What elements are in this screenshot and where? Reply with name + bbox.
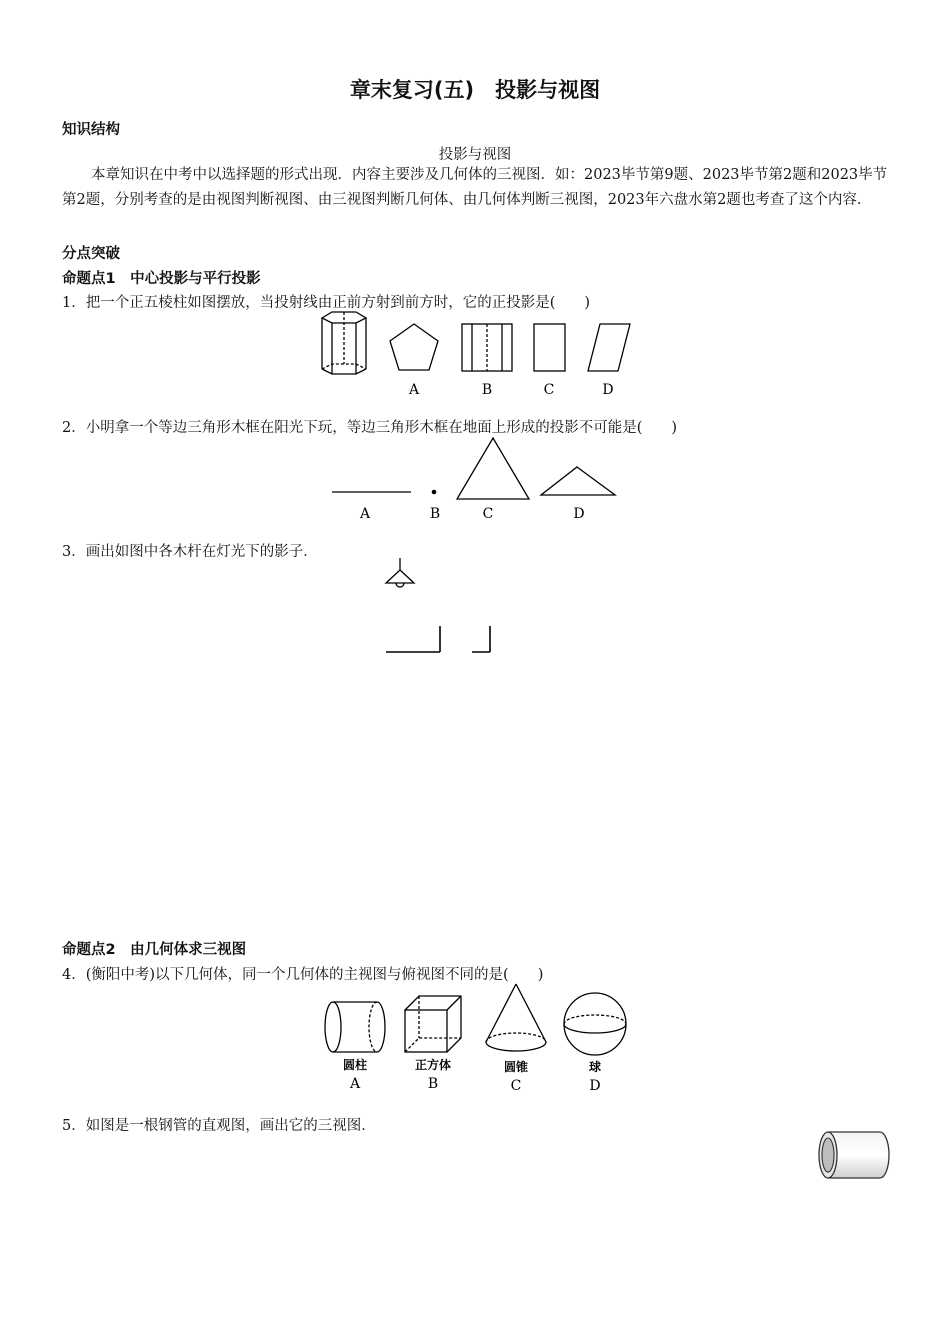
q4-figure [315, 980, 640, 1095]
q2-option-c-label: C [482, 506, 494, 522]
cone-figure [486, 984, 546, 1051]
q2-option-d-label: D [573, 506, 585, 522]
section-heading-breakthrough: 分点突破 [62, 246, 120, 262]
sphere-figure [564, 993, 626, 1055]
cylinder-label: 圆柱 [342, 1058, 368, 1072]
cube-figure [405, 996, 461, 1052]
question-3: 3．画出如图中各木杆在灯光下的影子． [62, 544, 318, 560]
q4-option-b-label: B [427, 1076, 439, 1092]
section-heading-knowledge: 知识结构 [62, 122, 120, 138]
q1-option-b-label: B [481, 382, 493, 398]
cube-label: 正方体 [414, 1058, 452, 1072]
question-1: 1．把一个正五棱柱如图摆放，当投射线由正前方射到前方时，它的正投影是( ) [62, 295, 591, 311]
q3-figure [378, 556, 498, 660]
knowledge-caption: 投影与视图 [438, 147, 512, 163]
cylinder-figure [325, 1002, 385, 1052]
question-5: 5．如图是一根钢管的直观图，画出它的三视图． [62, 1118, 376, 1134]
option-d-parallelogram-figure [588, 324, 630, 371]
option-b-dot-figure [432, 490, 437, 495]
option-c-triangle-figure [457, 438, 529, 499]
pentagonal-prism-figure [322, 312, 366, 374]
q4-option-c-label: C [510, 1078, 522, 1094]
q1-option-c-label: C [543, 382, 555, 398]
q1-option-d-label: D [602, 382, 614, 398]
option-c-rectangle-figure [534, 324, 565, 371]
poles-ground-figure [386, 626, 490, 652]
steel-pipe-figure [812, 1126, 896, 1184]
knowledge-paragraph: 本章知识在中考中以选择题的形式出现．内容主要涉及几何体的三视图．如：2023毕节第9题、2023毕节第2题和2023毕节第2题，分别考查的是由视图判断视图、由三视图判断几何体、由几何体判断三视图，2023年六盘水第2题也考查了这个内容． [62, 167, 888, 208]
sphere-label: 球 [588, 1060, 602, 1074]
option-d-flat-triangle-figure [541, 467, 615, 495]
option-b-rectangle-lines-figure [462, 324, 512, 371]
question-2: 2．小明拿一个等边三角形木框在阳光下玩，等边三角形木框在地面上形成的投影不可能是( ) [62, 420, 678, 436]
question-4: 4．(衡阳中考)以下几何体，同一个几何体的主视图与俯视图不同的是( ) [62, 967, 544, 983]
cone-label: 圆锥 [503, 1060, 529, 1074]
q1-figure [310, 310, 640, 402]
q2-option-a-label: A [359, 506, 371, 522]
option-a-pentagon-figure [390, 324, 438, 370]
q2-figure [325, 436, 625, 526]
topic-2-heading: 命题点2 由几何体求三视图 [62, 942, 247, 958]
q1-option-a-label: A [408, 382, 420, 398]
topic-1-heading: 命题点1 中心投影与平行投影 [62, 271, 261, 287]
page-title: 章末复习(五) 投影与视图 [349, 78, 601, 102]
lamp-icon [386, 558, 414, 587]
q4-option-a-label: A [349, 1076, 361, 1092]
q2-option-b-label: B [429, 506, 441, 522]
q4-option-d-label: D [589, 1078, 601, 1094]
